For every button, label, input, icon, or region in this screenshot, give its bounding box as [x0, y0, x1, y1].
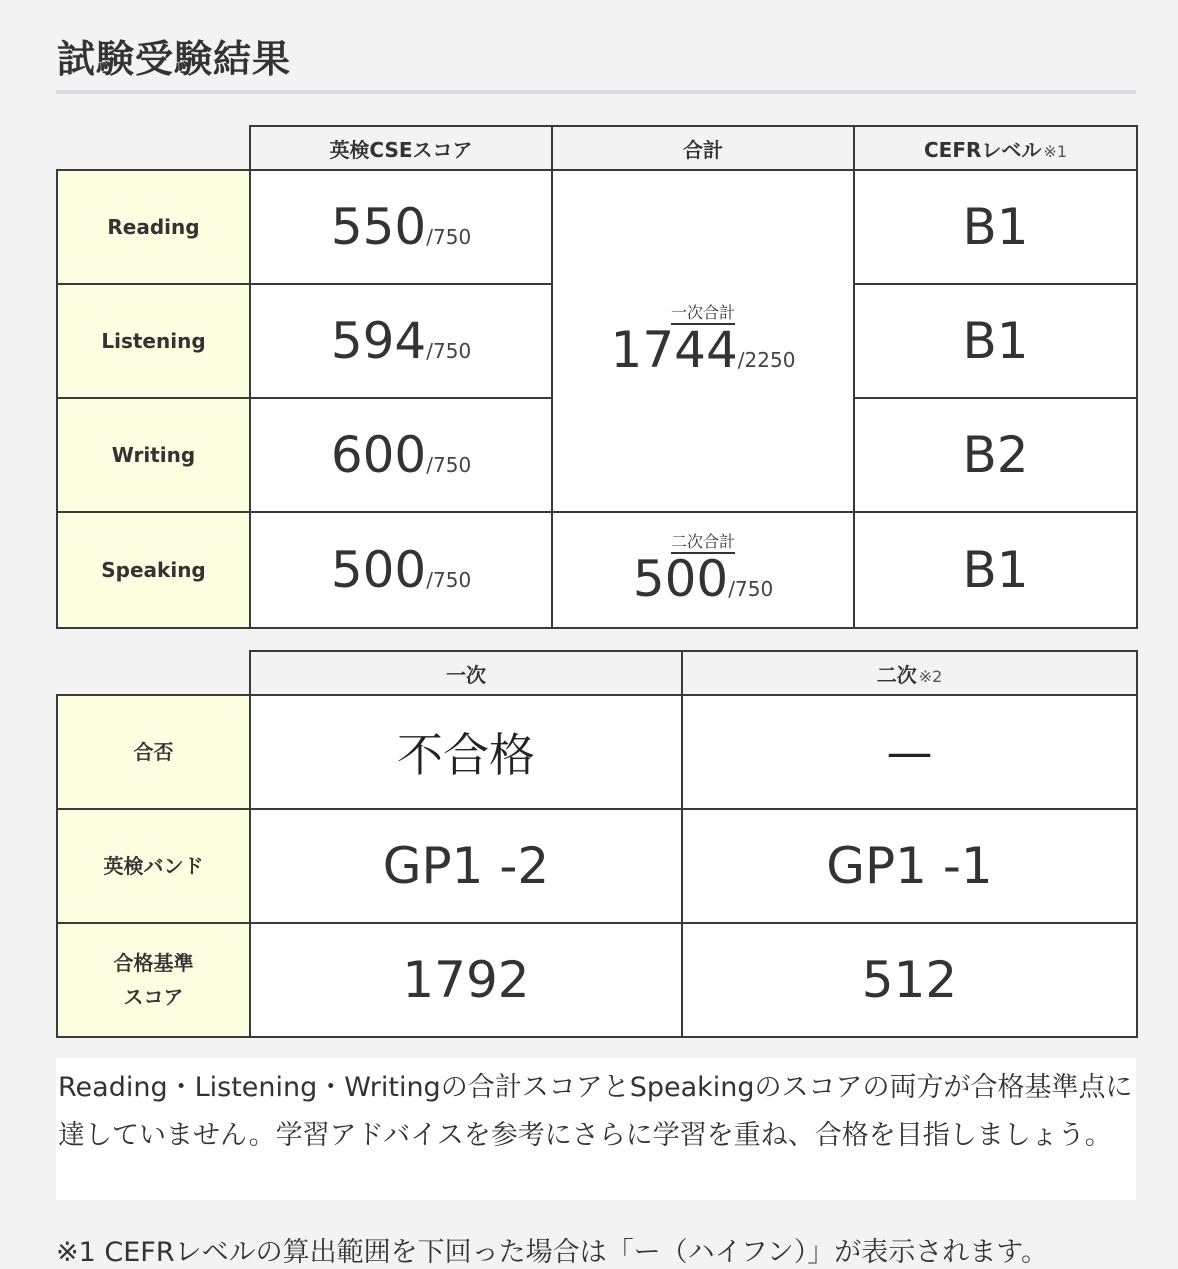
header-first: 一次 [250, 651, 682, 695]
first-total-value: 1744 [610, 321, 738, 379]
second-total-cell [552, 512, 854, 628]
score-table [56, 125, 1138, 629]
page-title: 試験受験結果 [57, 37, 292, 81]
pass-fail-second: — [682, 695, 1137, 809]
passing-score-first: 1792 [250, 923, 682, 1037]
score-writing: 600/750 [250, 398, 552, 512]
header-cefr: CEFRレベル ※1 [854, 126, 1137, 170]
first-total-cell [552, 170, 854, 512]
footnote-cefr: ※1 CEFRレベルの算出範囲を下回った場合は「ー（ハイフン）」が表示されます。 [56, 1237, 1049, 1268]
second-total-label: 二次合計 [671, 533, 735, 554]
first-total-max: /2250 [737, 348, 796, 372]
row-label-speaking: Speaking [57, 512, 250, 628]
pass-fail-first: 不合格 [250, 695, 682, 809]
cefr-listening: B1 [854, 284, 1137, 398]
score-speaking: 500/750 [250, 512, 552, 628]
row-label-pass-fail: 合否 [57, 695, 250, 809]
result-message: Reading・Listening・Writingの合計スコアとSpeakingのスコアの両方が合格基準点に達していません。学習アドバイスを参考にさらに学習を重ね、合格を目指しましょう。 [56, 1058, 1136, 1200]
cefr-reading: B1 [854, 170, 1137, 284]
header-cefr-note: ※1 [1043, 141, 1067, 161]
row-label-writing: Writing [57, 398, 250, 512]
table-corner [57, 126, 250, 170]
first-total-label: 一次合計 [671, 304, 735, 325]
header-total: 合計 [552, 126, 854, 170]
header-cse: 英検CSEスコア [250, 126, 552, 170]
row-label-band: 英検バンド [57, 809, 250, 923]
title-underline [56, 90, 1136, 94]
row-label-passing-score: 合格基準 スコア [57, 923, 250, 1037]
row-label-listening: Listening [57, 284, 250, 398]
result-table [56, 650, 1138, 1038]
second-total-max: /750 [728, 577, 774, 601]
second-total-value: 500 [632, 550, 729, 608]
score-reading: 550/750 [250, 170, 552, 284]
cefr-speaking: B1 [854, 512, 1137, 628]
score-listening: 594/750 [250, 284, 552, 398]
cefr-writing: B2 [854, 398, 1137, 512]
header-second-note: ※2 [918, 666, 943, 686]
result-table-corner [57, 651, 250, 695]
band-second: GP1 -1 [682, 809, 1137, 923]
band-first: GP1 -2 [250, 809, 682, 923]
row-label-reading: Reading [57, 170, 250, 284]
passing-score-second: 512 [682, 923, 1137, 1037]
header-second: 二次 ※2 [682, 651, 1137, 695]
